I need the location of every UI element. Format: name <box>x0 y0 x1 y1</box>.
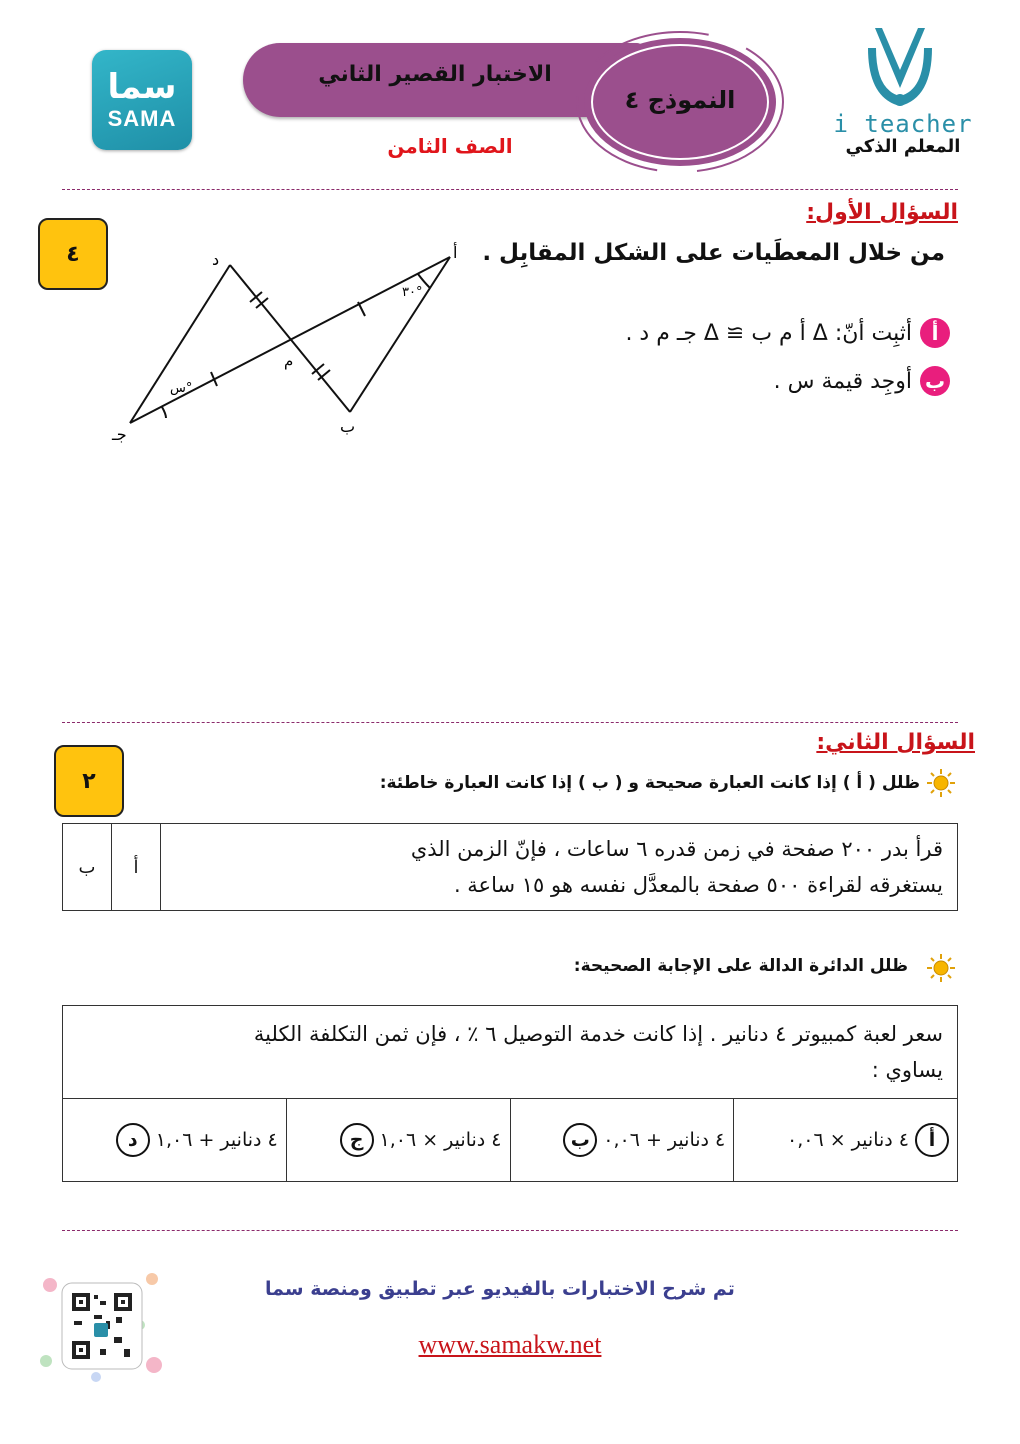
grade-label: الصف الثامن <box>387 134 513 158</box>
segment-dc <box>130 265 230 423</box>
mc-statement-line2: يساوي : <box>871 1058 943 1082</box>
mc-instruction: ظلل الدائرة الدالة على الإجابة الصحيحة: <box>573 956 908 976</box>
mc-choice-b[interactable] <box>510 1099 734 1182</box>
mc-statement-line1: سعر لعبة كمبيوتر ٤ دنانير . إذا كانت خدمة التوصيل ٦ ٪ ، فإن ثمن التكلفة الكلية <box>253 1022 943 1046</box>
choice-b-circle[interactable]: ب <box>563 1123 597 1157</box>
choice-b-text: ٤ دنانير + ٠,٠٦ <box>603 1129 726 1151</box>
tf-instruction: ظلل ( أ ) إذا كانت العبارة صحيحة و ( ب ) إذا كانت العبارة خاطئة: <box>379 773 920 793</box>
vertex-m-label: م <box>284 352 294 370</box>
tf-statement-line2: يستغرقه لقراءة ٥٠٠ صفحة بالمعدَّل نفسه هو ١٥ ساعة . <box>453 873 943 897</box>
q2-score-box: ٢ <box>54 745 124 817</box>
tf-statement <box>161 824 958 911</box>
choice-d-circle[interactable]: د <box>116 1123 150 1157</box>
segment-ca <box>130 257 450 423</box>
vertex-a-label: أ <box>453 243 458 262</box>
angle-a-label: ٣٠° <box>402 285 423 300</box>
choice-c-circle[interactable]: ج <box>340 1123 374 1157</box>
triangles-figure <box>100 240 490 450</box>
part-a-badge: أ <box>920 318 950 348</box>
part-a-text: أثبِت أنّ: Δ أ م ب ≅ Δ جـ م د . <box>625 320 912 346</box>
q1-score-box: ٤ <box>38 218 108 290</box>
q2-heading: السؤال الثاني: <box>816 730 975 755</box>
iteacher-ar: المعلم الذكي <box>845 136 961 157</box>
website-link[interactable]: www.samakw.net <box>418 1330 602 1359</box>
quiz-title: الاختبار القصير الثاني <box>318 62 552 87</box>
divider <box>62 1230 958 1231</box>
sun-icon <box>926 768 956 798</box>
choice-a-text: ٤ دنانير × ٠,٠٦ <box>787 1129 909 1151</box>
qr-code-icon <box>36 1265 166 1385</box>
sama-logo-ar: سما <box>107 67 177 107</box>
mc-table <box>62 1005 958 1182</box>
q1-heading: السؤال الأول: <box>806 200 958 225</box>
q1-part-b <box>774 366 950 396</box>
q1-intro: من خلال المعطَيات على الشكل المقابِل . <box>482 240 945 266</box>
segment-db <box>230 265 350 412</box>
tf-table <box>62 823 958 911</box>
sama-logo <box>92 50 192 150</box>
choice-c-text: ٤ دنانير × ١,٠٦ <box>379 1129 502 1151</box>
choice-a-circle[interactable]: أ <box>915 1123 949 1157</box>
vertex-c-label: جـ <box>112 425 127 444</box>
divider <box>62 722 958 723</box>
mc-statement <box>63 1006 958 1099</box>
tf-option-b[interactable]: ب <box>63 824 112 911</box>
model-label: النموذج ٤ <box>624 86 736 114</box>
tf-option-a[interactable]: أ <box>112 824 161 911</box>
segment-ab <box>350 257 450 412</box>
mc-choice-c[interactable] <box>286 1099 510 1182</box>
mc-choice-d[interactable] <box>63 1099 287 1182</box>
mc-choice-a[interactable] <box>734 1099 958 1182</box>
sama-logo-en: SAMA <box>107 106 177 131</box>
angle-c-label: س° <box>170 381 193 396</box>
vertex-b-label: ب <box>340 417 356 436</box>
choice-d-text: ٤ دنانير + ١,٠٦ <box>155 1129 278 1151</box>
iteacher-en: i teacher <box>833 110 973 138</box>
tf-statement-line1: قرأ بدر ٢٠٠ صفحة في زمن قدره ٦ ساعات ، فإنّ الزمن الذي <box>410 837 943 861</box>
vertex-d-label: د <box>212 250 220 269</box>
divider <box>62 189 958 190</box>
part-b-text: أوجِد قيمة س . <box>773 368 912 394</box>
footer-text: تم شرح الاختبارات بالفيديو عبر تطبيق ومنصة سما <box>265 1278 735 1300</box>
q1-part-a <box>625 318 950 348</box>
part-b-badge: ب <box>920 366 950 396</box>
sun-icon <box>926 953 956 983</box>
